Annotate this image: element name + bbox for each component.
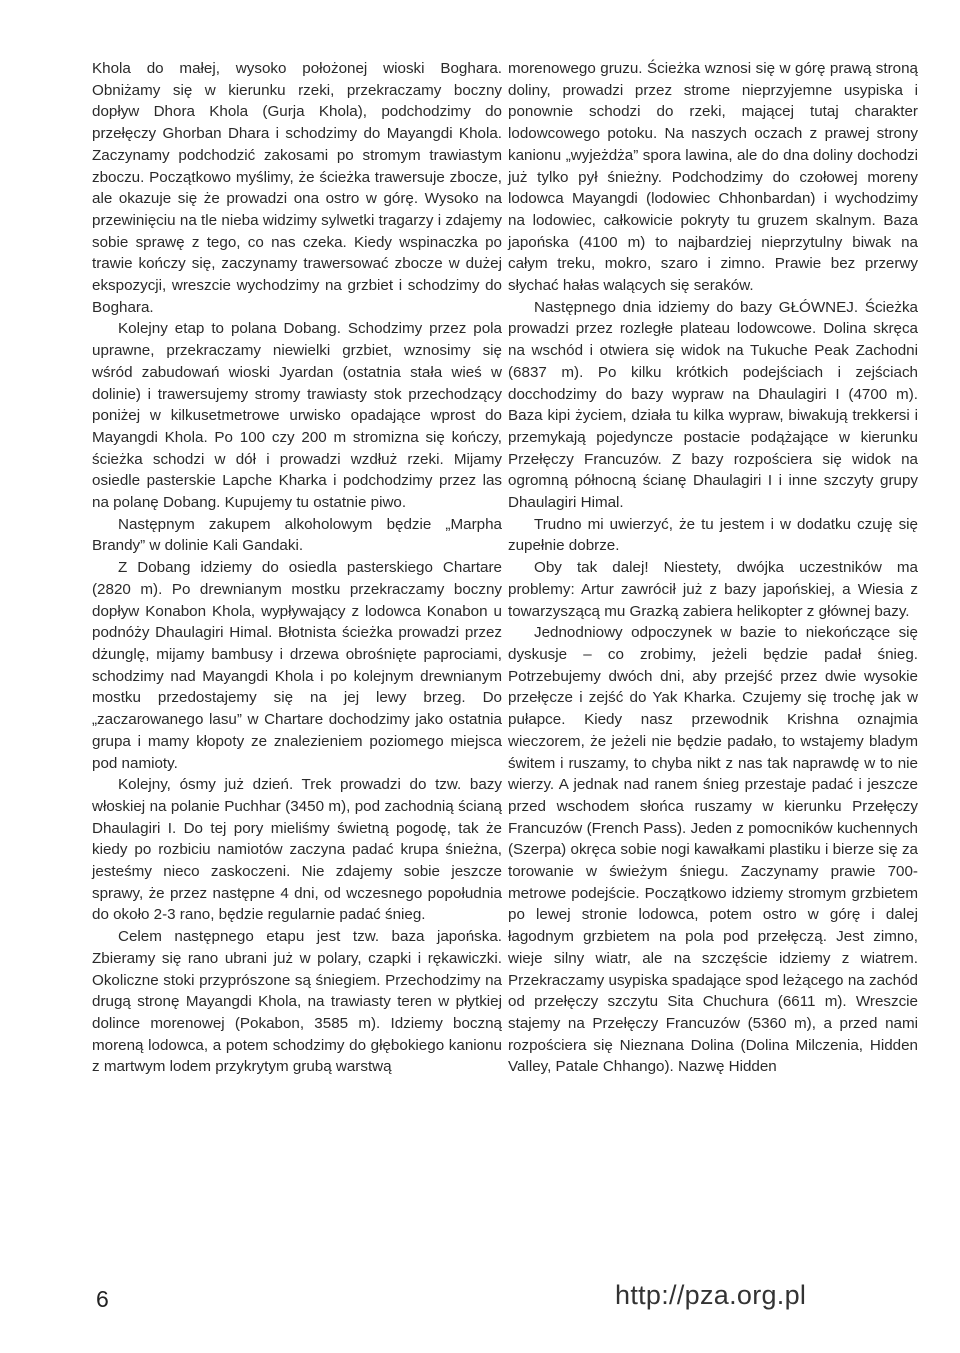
paragraph: Trudno mi uwierzyć, że tu jestem i w dodatku czuję się zupełnie dobrze. <box>508 515 918 555</box>
paragraph: morenowego gruzu. Ścieżka wznosi się w górę prawą stroną doliny, prowadzi przez strome nieprzyjemne usypiska i ponownie schodzi do rzeki, mającej tutaj charakter lodowcowego potoku. Na naszych oczach z prawej strony kanionu „wyjeżdża” spora lawina, ale do dna doliny dochodzi już tylko pył śnieżny. Podchodzimy do czołowej moreny lodowca Mayangdi (lodowiec Chhonbardan) i wychodzimy na lodowiec, całkowicie pokryty tu gruzem skalnym. Baza japońska (4100 m) to najbardziej nieprzytulny biwak na całym treku, mokro, szaro i zimno. Prawie bez przerwy słychać hałas walących się seraków. <box>508 60 918 295</box>
paragraph: Oby tak dalej! Niestety, dwójka uczestników ma problemy: Artur zawrócił już z bazy japońskiej, a Wiesia z towarzyszącą mu Grazką zabiera helikopter z głównej bazy. <box>508 559 918 620</box>
paragraph: Kolejny etap to polana Dobang. Schodzimy przez pola uprawne, przekraczamy niewielki grzbiet, wznosimy się wśród zabudowań wioski Jyardan (ostatnia stała wieś w dolinie) i trawersujemy stromy trawiasty stok przechodzący poniżej w kilkusetmetrowe urwisko opadające wprost do Mayangdi Khola. Po 100 czy 200 m stromizna się kończy, ścieżka schodzi w dół i prowadzi wzdłuż rzeki. Mijamy osiedle pasterskie Lapche Kharka i podchodzimy przez las na polanę Dobang. Kupujemy tu ostatnie piwo. <box>92 320 502 512</box>
paragraph: Celem następnego etapu jest tzw. baza japońska. Zbieramy się rano ubrani już w polary, czapki i rękawiczki. Okoliczne stoki przyprószone są śniegiem. Przechodzimy na drugą stronę Mayangdi Khola, na trawiasty teren w płytkiej dolince morenowej (Pokabon, 3585 m). Idziemy boczną moreną lodowca, a potem schodzimy do głębokiego kanionu z martwym lodem przykrytym grubą warstwą <box>92 928 502 1076</box>
page-number: 6 <box>96 1286 109 1312</box>
paragraph: Następnym zakupem alkoholowym będzie „Marpha Brandy” w dolinie Kali Gandaki. <box>92 515 502 555</box>
paragraph: Jednodniowy odpoczynek w bazie to niekończące się dyskusje – co zrobimy, jeżeli będzie padał śnieg. Potrzebujemy dwóch dni, aby przejść przez dwie wysokie przełęcze i zejść do Yak Kharka. Czujemy się trochę jak w pułapce. Kiedy nasz przewodnik Krishna oznajmia wieczorem, że jeżeli nie będzie padało, to wstajemy bladym świtem i ruszamy, to chyba nikt z nas tak naprawdę w to nie wierzy. A jednak nad ranem śnieg przestaje padać i jeszcze przed wschodem słońca ruszamy w kierunku Przełęczy Francuzów (French Pass). Jeden z pomocników kuchennych (Szerpa) okręca sobie nogi kawałkami plastiku i bierze się za torowanie w świeżym śniegu. Zaczynamy prawie 700-metrowe podejście. Początkowo idziemy stromym grzbietem po lewej stronie lodowca, potem ostro w górę i dalej łagodnym grzbietem na pola pod przełęczą. Jest zimno, wieje silny wiatr, ale na szczęście idziemy z wiatrem. Przekraczamy usypiska spadające spod leżącego na zachód od przełęczy szczytu Sita Chuchura (6611 m). Wreszcie stajemy na Przełęczy Francuzów (5360 m), a przed nami rozpościera się Nieznana Dolina (Dolina Milczenia, Hidden Valley, Patale Chhango). Nazwę Hidden <box>508 624 918 1076</box>
paragraph: Z Dobang idziemy do osiedla pasterskiego Chartare (2820 m). Po drewnianym mostku przekraczamy boczny dopływ Konabon Khola, wypływający z lodowca Konabon u podnóży Dhaulagiri Himal. Błotnista ścieżka prowadzi przez dżunglę, mijamy bambusy i drzewa obrośnięte paprociami, schodzimy nad Mayangdi Khola i po kolejnym drewnianym mostku przedostajemy się na jej lewy brzeg. Do „zaczarowanego lasu” w Chartare dochodzimy jako ostatnia grupa i mamy kłopoty ze znalezieniem poziomego miejsca pod namioty. <box>92 559 502 772</box>
left-column <box>92 58 502 1078</box>
right-column <box>508 58 918 1078</box>
paragraph: Khola do małej, wysoko położonej wioski Boghara. Obniżamy się w kierunku rzeki, przekraczamy boczny dopływ Dhora Khola (Gurja Khola), podchodzimy do przełęczy Ghorban Dhara i schodzimy do Mayangdi Khola. Zaczynamy podchodzić zakosami po stromym trawiastym zboczu. Początkowo myślimy, że ścieżka trawersuje zbocze, ale okazuje się że prowadzi ona ostro w górę. Wysoko na przewinięciu na tle nieba widzimy sylwetki tragarzy i zdajemy sobie sprawę z tego, co nas czeka. Kiedy wspinaczka po trawie kończy się, zaczynamy trawersować zbocze w dużej ekspozycji, wreszcie wychodzimy na grzbiet i schodzimy do Boghara. <box>92 60 502 316</box>
paragraph: Kolejny, ósmy już dzień. Trek prowadzi do tzw. bazy włoskiej na polanie Puchhar (3450 m), pod zachodnią ścianą Dhaulagiri I. Do tej pory mieliśmy świetną pogodę, tak że kiedy po rozbiciu namiotów zaczyna padać krupa śnieżna, jesteśmy nieco zaskoczeni. Nie zdajemy sobie jeszcze sprawy, że przez następne 4 dni, od wczesnego popołudnia do około 2-3 rano, będzie regularnie padać śnieg. <box>92 776 502 924</box>
paragraph: Następnego dnia idziemy do bazy GŁÓWNEJ. Ścieżka prowadzi przez rozległe plateau lodowcowe. Dolina skręca na wschód i otwiera się widok na Tukuche Peak Zachodni (6837 m). Po kilku krótkich podejściach i zejściach docchodzimy do bazy wypraw na Dhaulagiri I (4700 m). Baza kipi życiem, działa tu kilka wypraw, biwakują trekkersi i przemykają pojedyncze postacie podążające w kierunku Przełęczy Francuzów. Z bazy rozpościera się widok na ogromną północną ścianę Dhaulagiri I i inne szczyty grupy Dhaulagiri Himal. <box>508 298 918 512</box>
footer-url[interactable]: http://pza.org.pl <box>615 1280 807 1310</box>
